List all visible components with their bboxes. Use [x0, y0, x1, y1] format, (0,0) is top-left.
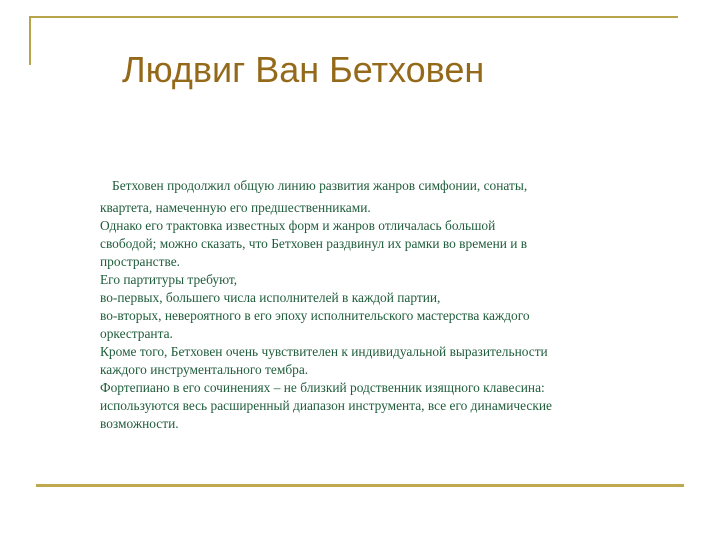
body-line: возможности.	[100, 416, 179, 431]
body-line: во-вторых, невероятного в его эпоху исполнительского мастерства каждого	[100, 308, 530, 323]
body-text	[100, 175, 600, 433]
body-line: пространстве.	[100, 254, 180, 269]
body-line: свободой; можно сказать, что Бетховен раздвинул их рамки во времени и в	[100, 236, 528, 251]
body-line: каждого инструментального тембра.	[100, 362, 309, 377]
body-line: используются весь расширенный диапазон инструмента, все его динамические	[100, 398, 552, 413]
body-line: Кроме того, Бетховен очень чувствителен к индивидуальной выразительности	[100, 344, 548, 359]
body-line: оркестранта.	[100, 326, 173, 341]
slide-title: Людвиг Ван Бетховен	[122, 49, 485, 90]
body-line: Однако его трактовка известных форм и жанров отличалась большой	[100, 218, 496, 233]
left-decorative-rule	[29, 16, 31, 65]
body-line: во-первых, большего числа исполнителей в каждой партии,	[100, 290, 441, 305]
body-line: Его партитуры требуют,	[100, 272, 238, 287]
bottom-decorative-rule	[36, 484, 684, 487]
body-line: Фортепиано в его сочинениях – не близкий родственник изящного клавесина:	[100, 380, 545, 395]
top-decorative-rule	[29, 16, 678, 18]
body-line: Бетховен продолжил общую линию развития жанров симфонии, сонаты,	[112, 178, 528, 193]
body-line: квартета, намеченную его предшественниками.	[100, 200, 371, 215]
